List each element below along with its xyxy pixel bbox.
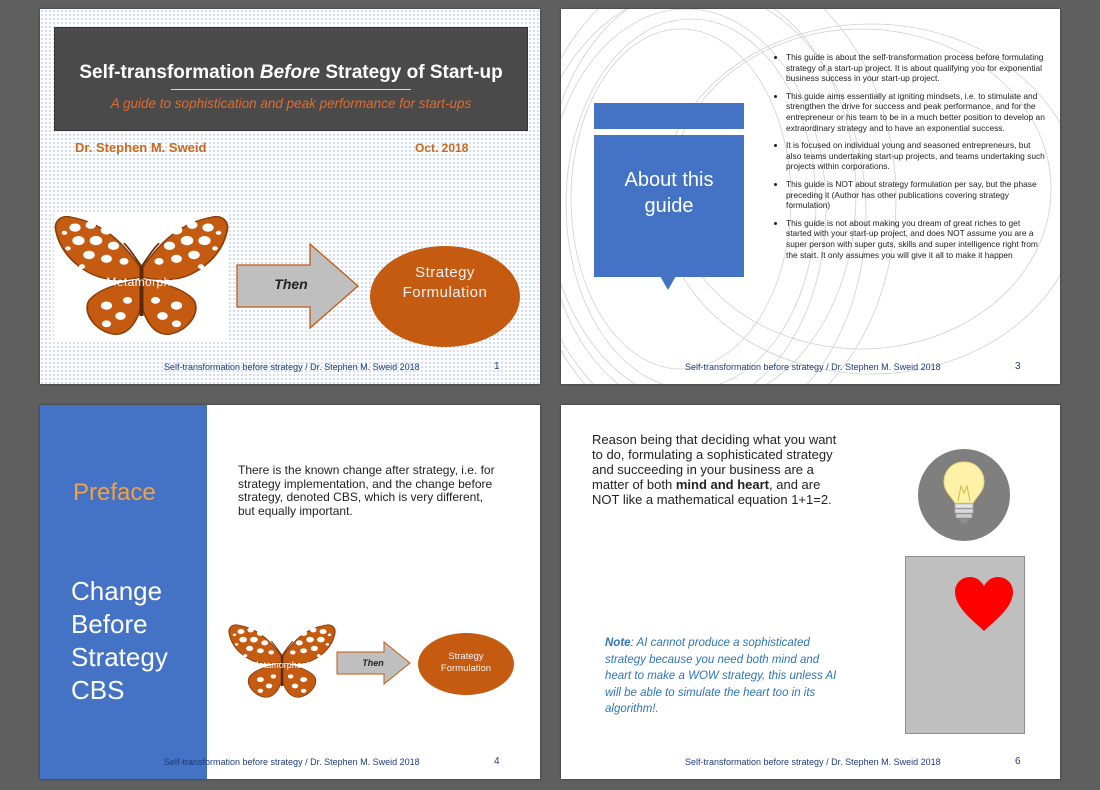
slide-4-thumbnail[interactable] bbox=[40, 405, 540, 779]
bullet-item: • It is focused on individual young and seasoned entrepreneurs, but also teams undertaking start-up projects, and teams undertaking such projects within corporations. bbox=[786, 140, 1048, 172]
metamorphosis-label: Metamorphosis bbox=[106, 275, 194, 289]
title-text: Self-transformation bbox=[79, 62, 260, 83]
body-text-end: , and are NOT like a mathematical equation 1+1=2. bbox=[592, 477, 832, 507]
strategy-formulation-label bbox=[370, 263, 520, 303]
then-label: Then bbox=[362, 658, 384, 668]
cbs-line bbox=[71, 641, 168, 674]
accent-bar bbox=[594, 103, 744, 129]
cbs-initial: B bbox=[71, 609, 89, 639]
cbs-initial: S bbox=[71, 642, 89, 672]
cbs-acronym bbox=[71, 575, 168, 707]
note-text: : AI cannot produce a sophisticated strategy because you need both mind and heart to make a WOW strategy, this unless AI will be able to simulate the heart too in its algorithm!. bbox=[605, 637, 837, 715]
slide-footer: Self-transformation before strategy / Dr. Stephen M. Sweid 2018 bbox=[685, 757, 941, 767]
slide-title bbox=[55, 62, 527, 84]
ellipse-line-2: Formulation bbox=[402, 284, 488, 301]
slide-footer: Self-transformation before strategy / Dr. Stephen M. Sweid 2018 bbox=[164, 362, 420, 372]
cbs-rest: trategy bbox=[88, 642, 168, 672]
reason-body-text bbox=[592, 432, 842, 507]
bullet-item: • This guide is not about making you dream of great riches to get started with your start-up project, and does NOT assume you are a super person with super guts, skills and super intelligence right from the start. It only assumes you will give it all to make it happen bbox=[786, 218, 1048, 260]
about-heading-line-1: About this bbox=[624, 169, 714, 191]
metamorphosis-label: Metamorphosis bbox=[251, 660, 313, 670]
bullet-item: • This guide aims essentially at igniting mindsets, i.e. to stimulate and strengthen the drive for success and peak performance, and for the entrepreneur or his team to be in a much better position to develop an extraordinary strategy and to have an exponential success. bbox=[786, 91, 1048, 133]
page-number: 3 bbox=[1015, 361, 1021, 372]
slide-footer: Self-transformation before strategy / Dr. Stephen M. Sweid 2018 bbox=[164, 757, 420, 767]
about-heading-line-2: guide bbox=[644, 195, 694, 217]
then-label: Then bbox=[274, 276, 308, 292]
cbs-initial: C bbox=[71, 576, 90, 606]
title-emphasis: Before bbox=[259, 62, 321, 83]
body-text: Reason being that deciding what you want to do, formulating a sophisticated strategy and succeeding in your business are a matter of both bbox=[592, 432, 837, 492]
slide-3-thumbnail[interactable] bbox=[561, 9, 1060, 384]
ellipse-line-2: Formulation bbox=[440, 663, 492, 674]
preface-heading: Preface bbox=[73, 479, 156, 506]
cbs-initial: CBS bbox=[71, 675, 125, 705]
body-emphasis: mind and heart bbox=[675, 477, 770, 492]
publication-date: Oct. 2018 bbox=[415, 141, 469, 155]
heart-icon bbox=[953, 575, 1015, 633]
about-heading bbox=[594, 167, 744, 219]
author-name: Dr. Stephen M. Sweid bbox=[75, 140, 207, 155]
ellipse-line-1: Strategy bbox=[415, 264, 475, 281]
cbs-line bbox=[71, 575, 168, 608]
strategy-formulation-label bbox=[418, 651, 514, 675]
ellipse-line-1: Strategy bbox=[448, 651, 484, 662]
cbs-line bbox=[71, 608, 168, 641]
page-number: 4 bbox=[494, 756, 500, 767]
cbs-rest: efore bbox=[88, 609, 148, 639]
ai-note bbox=[605, 635, 837, 718]
slide-6-thumbnail[interactable] bbox=[561, 405, 1060, 779]
callout-pointer bbox=[660, 276, 676, 292]
page-number: 6 bbox=[1015, 756, 1021, 767]
preface-body-text: There is the known change after strategy, i.e. for strategy implementation, and the change before strategy, denoted CBS, which is very different, but equally important. bbox=[238, 463, 495, 518]
note-label: Note bbox=[605, 637, 631, 649]
title-divider bbox=[171, 89, 411, 90]
light-bulb-icon bbox=[941, 460, 987, 526]
slide-footer: Self-transformation before strategy / Dr. Stephen M. Sweid 2018 bbox=[685, 362, 941, 372]
slide-subtitle: A guide to sophistication and peak performance for start-ups bbox=[110, 96, 472, 111]
slide-1-thumbnail[interactable] bbox=[40, 9, 540, 384]
page-number: 1 bbox=[494, 361, 500, 372]
cbs-rest: hange bbox=[89, 576, 163, 606]
title-text-end: Strategy of Start-up bbox=[320, 62, 503, 83]
about-bullet-list bbox=[768, 52, 1048, 267]
cbs-line bbox=[71, 674, 168, 707]
title-box bbox=[54, 27, 528, 131]
bullet-item: • This guide is about the self-transformation process before formulating strategy of a start-up project. It is about qualifying you for exponential business success in your start-up project. bbox=[786, 52, 1048, 84]
bullet-item: • This guide is NOT about strategy formulation per say, but the phase preceding it (Author has other publications covering strategy formulation) bbox=[786, 179, 1048, 211]
